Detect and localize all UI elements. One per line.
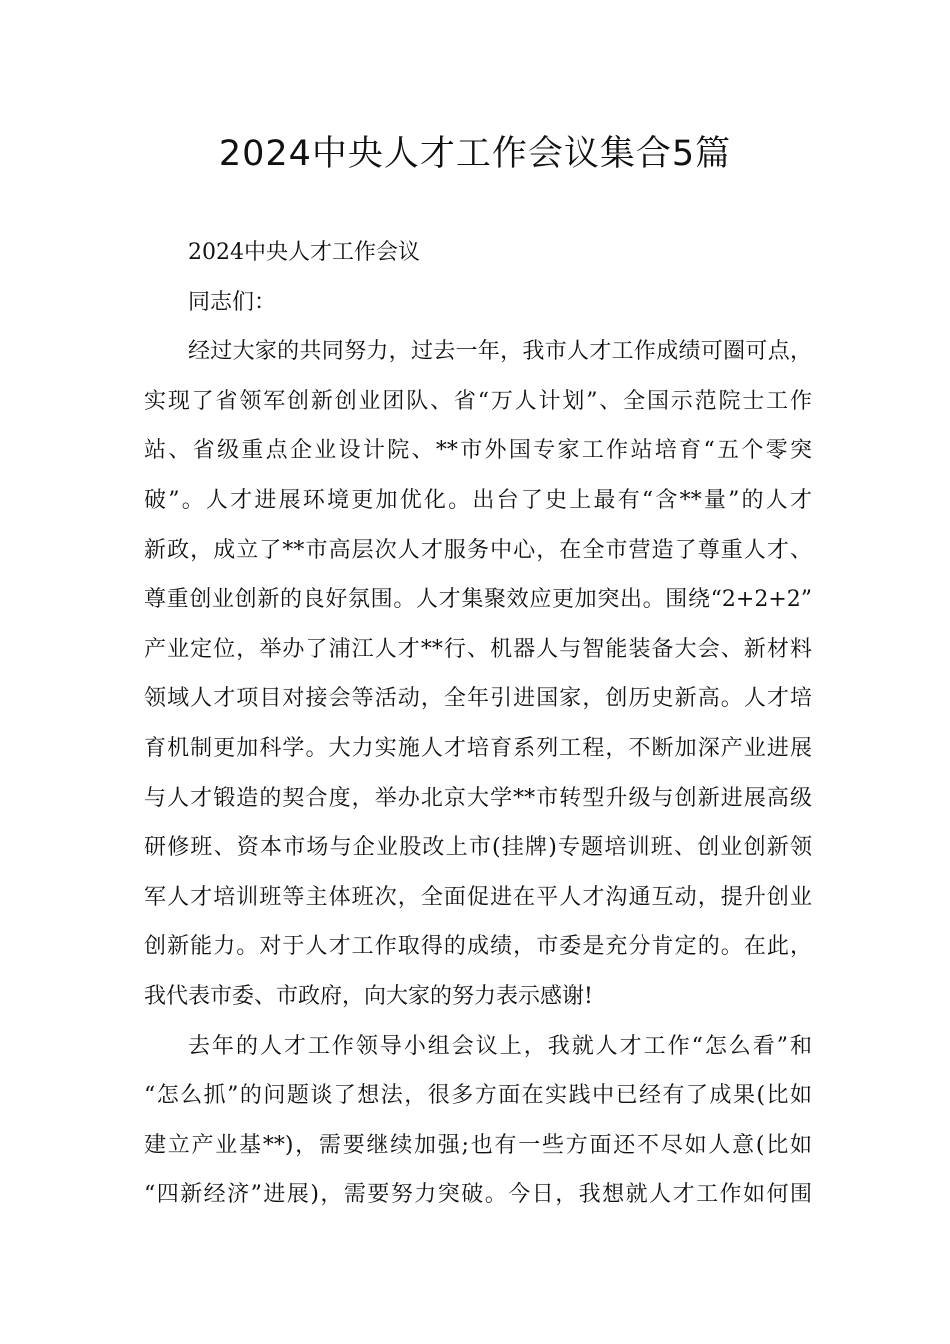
paragraph-line: 育机制更加科学。大力实施人才培育系列工程，不断加深产业进展 (144, 735, 812, 761)
paragraph-line: 与人才锻造的契合度，举办北京大学**市转型升级与创新进展高级 (144, 785, 812, 811)
paragraph-line: 新政，成立了**市高层次人才服务中心，在全市营造了尊重人才、 (144, 537, 812, 563)
paragraph-line: 我代表市委、市政府，向大家的努力表示感谢! (144, 983, 593, 1009)
section-heading: 2024中央人才工作会议 (188, 240, 420, 265)
paragraph-line: 经过大家的共同努力，过去一年，我市人才工作成绩可圈可点， (188, 339, 812, 365)
paragraph-line: 去年的人才工作领导小组会议上，我就人才工作“怎么看”和 (188, 1033, 812, 1059)
paragraph-line: 实现了省领军创新创业团队、省“万人计划”、全国示范院士工作 (144, 388, 812, 414)
paragraph-line: 破”。人才进展环境更加优化。出台了史上最有“含**量”的人才 (144, 487, 812, 513)
paragraph-line: “四新经济”进展)，需要努力突破。今日，我想就人才工作如何围 (144, 1182, 812, 1208)
paragraph-line: 尊重创业创新的良好氛围。人才集聚效应更加突出。围绕“2+2+2” (144, 587, 812, 613)
paragraph-line: 产业定位，举办了浦江人才**行、机器人与智能装备大会、新材料 (144, 636, 812, 662)
paragraph-line: 创新能力。对于人才工作取得的成绩，市委是充分肯定的。在此， (144, 934, 812, 960)
paragraph-line: 军人才培训班等主体班次，全面促进在平人才沟通互动，提升创业 (144, 884, 812, 910)
paragraph-line: “怎么抓”的问题谈了想法，很多方面在实践中已经有了成果(比如 (144, 1083, 812, 1109)
document-body (144, 228, 812, 1220)
salutation: 同志们： (188, 289, 277, 315)
paragraph-line: 领域人才项目对接会等活动，全年引进国家，创历史新高。人才培 (144, 686, 812, 712)
document-title: 2024中央人才工作会议集合5篇 (218, 134, 732, 174)
paragraph-line: 建立产业基**)，需要继续加强;也有一些方面还不尽如人意(比如 (144, 1132, 812, 1158)
paragraph-line: 站、省级重点企业设计院、**市外国专家工作站培育“五个零突 (144, 438, 812, 464)
paragraph-line: 研修班、资本市场与企业股改上市(挂牌)专题培训班、创业创新领 (144, 835, 812, 861)
